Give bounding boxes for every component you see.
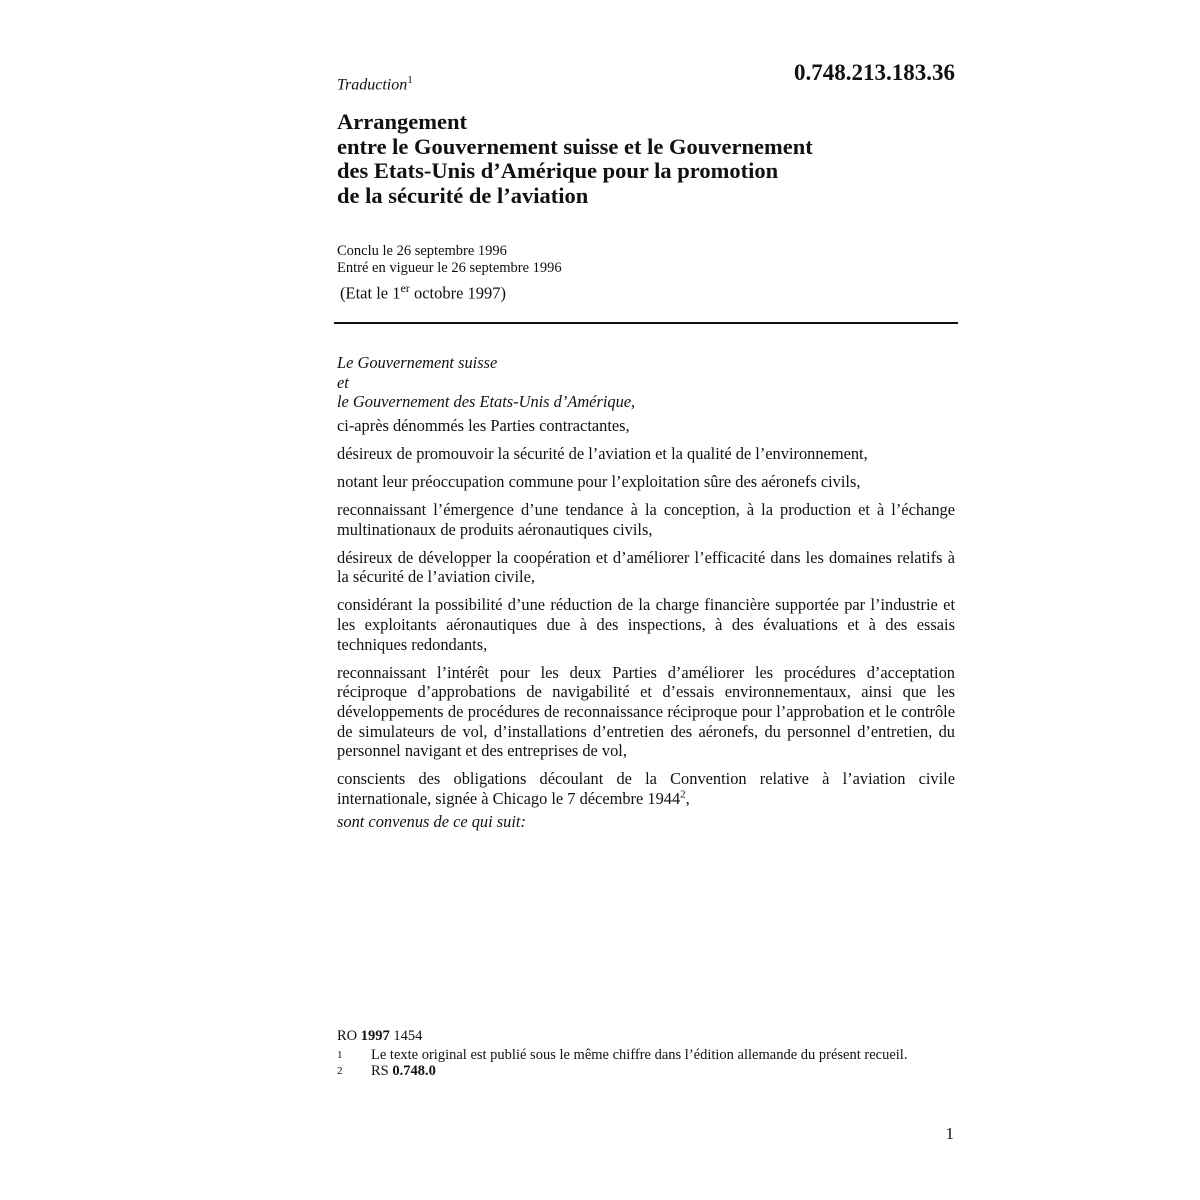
party-usa: le Gouvernement des Etats-Unis d’Amérique, (337, 392, 636, 412)
rs-prefix: RS (371, 1063, 393, 1079)
party-switzerland: Le Gouvernement suisse (337, 353, 498, 372)
ro-year: 1997 (360, 1028, 390, 1044)
entry-into-force-date: Entré en vigueur le 26 septembre 1996 (337, 259, 562, 276)
footnote-1 (337, 1047, 937, 1063)
parties-block (337, 353, 955, 412)
footnote-2-text (371, 1063, 937, 1079)
status-suffix: octobre 1997) (409, 283, 507, 303)
title-line-2: entre le Gouvernement suisse et le Gouvernement (337, 133, 813, 159)
title-line-4: de la sécurité de l’aviation (337, 182, 589, 208)
footnote-ref-1: 1 (407, 74, 413, 86)
paragraph-8-end: , (685, 788, 690, 808)
footnote-1-text: Le texte original est publié sous le même chiffre dans l’édition allemande du présent recueil. (371, 1047, 908, 1063)
preamble-paragraph-2: désireux de promouvoir la sécurité de l’aviation et la qualité de l’environnement, (337, 443, 868, 463)
preamble-paragraph-5: désireux de développer la coopération et d’améliorer l’efficacité dans les domaines relatifs à la sécurité de l’aviation civile, (337, 547, 955, 587)
preamble-paragraph-4: reconnaissant l’émergence d’une tendance à la conception, à la production et à l’échange multinationaux de produits aéronautiques civils, (337, 500, 955, 539)
conjunction: et (337, 372, 349, 392)
footnote-1-number: 1 (337, 1049, 343, 1061)
title-line-3: des Etats-Unis d’Amérique pour la promotion (337, 158, 779, 183)
concluded-date: Conclu le 26 septembre 1996 (337, 243, 507, 259)
preamble-paragraph-1: ci-après dénommés les Parties contractantes, (337, 415, 630, 435)
footnote-2 (337, 1063, 937, 1079)
preamble-paragraph-7: reconnaissant l’intérêt pour les deux Parties d’améliorer les procédures d’acceptation réciproque d’approbations de navigabilité et d’essais environnementaux, ainsi que les développements de procédures de reconnaissance réciproque pour l’approbation et le contrôle de simulateurs de vol, d’installations d’entretien des aéronefs, du personnel d’entretien, du personnel navigant et des entreprises de vol, (337, 662, 955, 761)
page-number: 1 (945, 1124, 954, 1143)
preamble-paragraph-6: considérant la possibilité d’une réduction de la charge financière supportée par l’industrie et les exploitants aéronautiques due à des inspections, à des évaluations et à des essais techniques redondants, (337, 595, 955, 654)
ro-page: 1454 (389, 1028, 423, 1044)
status-prefix: (Etat le 1 (340, 283, 401, 303)
ro-prefix: RO (337, 1028, 361, 1044)
document-number: 0.748.213.183.36 (794, 60, 955, 85)
status-superscript: er (400, 281, 410, 295)
closing-phrase: sont convenus de ce qui suit: (337, 812, 526, 832)
date-block (337, 243, 562, 276)
header-divider (334, 322, 958, 324)
official-collection-ref (337, 1028, 937, 1044)
title-line-1: Arrangement (337, 109, 467, 134)
rs-reference: 0.748.0 (392, 1063, 436, 1079)
status-date (340, 281, 506, 304)
preamble-paragraph-3: notant leur préoccupation commune pour l’exploitation sûre des aéronefs civils, (337, 471, 861, 491)
footnote-ref-2: 2 (680, 788, 686, 801)
document-title (337, 110, 977, 208)
translation-text: Traduction (337, 76, 408, 94)
paragraph-8-text: conscients des obligations découlant de la Convention relative à l’aviation civile internationale, signée à Chicago le 7 décembre 1944 (337, 769, 955, 808)
translation-label (337, 74, 413, 94)
preamble (337, 353, 955, 840)
footnote-2-number: 2 (337, 1065, 343, 1077)
preamble-paragraph-8 (337, 769, 955, 808)
footer (337, 1028, 937, 1079)
